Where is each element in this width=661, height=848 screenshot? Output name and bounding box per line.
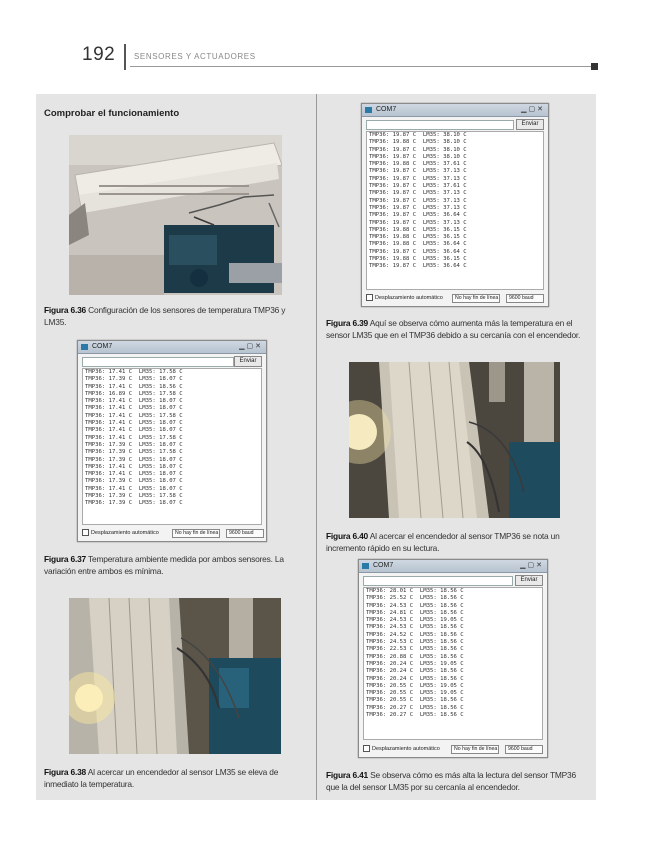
figure-6-40-photo bbox=[349, 362, 560, 518]
figure-6-38-photo bbox=[69, 598, 281, 754]
header-rule bbox=[130, 66, 596, 67]
column-divider bbox=[316, 94, 317, 800]
serial-line: TMP36: 19.88 C LM35: 38.10 C bbox=[369, 139, 467, 146]
autoscroll-label: Desplazamiento automático bbox=[91, 530, 159, 536]
serial-line: TMP36: 28.01 C LM35: 18.56 C bbox=[366, 588, 464, 594]
serial-line: TMP36: 20.27 C LM35: 18.56 C bbox=[366, 704, 464, 711]
figure-6-36-photo bbox=[69, 135, 282, 295]
serial-line: TMP36: 17.41 C LM35: 17.58 C bbox=[85, 434, 183, 441]
serial-line: TMP36: 24.81 C LM35: 18.56 C bbox=[366, 609, 464, 616]
section-title: Comprobar el funcionamiento bbox=[44, 108, 180, 119]
window-controls[interactable]: ▁▢✕ bbox=[521, 106, 545, 113]
serial-line: TMP36: 16.89 C LM35: 17.58 C bbox=[85, 390, 183, 397]
figure-6-39-caption bbox=[326, 318, 588, 341]
serial-line: TMP36: 19.88 C LM35: 36.64 C bbox=[369, 241, 467, 248]
figure-6-41-caption bbox=[326, 770, 588, 793]
serial-line: TMP36: 17.39 C LM35: 17.58 C bbox=[85, 449, 183, 456]
caption-text: Temperatura ambiente medida por ambos sensores. La variación entre ambos es mínima. bbox=[44, 554, 284, 576]
window-title: COM7 bbox=[373, 562, 394, 569]
serial-line: TMP36: 19.88 C LM35: 36.15 C bbox=[369, 256, 467, 263]
figure-6-36-caption bbox=[44, 305, 294, 328]
serial-line: TMP36: 24.53 C LM35: 18.56 C bbox=[366, 639, 464, 646]
line-ending-select[interactable]: No hay fin de línea bbox=[172, 529, 220, 538]
serial-output bbox=[363, 587, 543, 740]
window-title: COM7 bbox=[92, 343, 113, 350]
serial-output bbox=[82, 368, 262, 525]
serial-line: TMP36: 20.27 C LM35: 18.56 C bbox=[366, 712, 464, 719]
serial-line: TMP36: 19.87 C LM35: 38.10 C bbox=[369, 146, 467, 153]
send-button[interactable]: Enviar bbox=[515, 575, 543, 586]
serial-line: TMP36: 19.87 C LM35: 36.64 C bbox=[369, 248, 467, 255]
serial-line: TMP36: 17.39 C LM35: 18.07 C bbox=[85, 500, 183, 507]
serial-line: TMP36: 17.41 C LM35: 18.07 C bbox=[85, 398, 183, 405]
serial-line: TMP36: 17.41 C LM35: 18.07 C bbox=[85, 427, 183, 434]
figure-6-40-caption bbox=[326, 531, 588, 554]
baud-select[interactable]: 9600 baud bbox=[505, 745, 543, 754]
serial-input[interactable] bbox=[366, 120, 514, 130]
serial-line: TMP36: 24.53 C LM35: 18.56 C bbox=[366, 624, 464, 631]
caption-text: Se observa cómo es más alta la lectura del sensor TMP36 que la del sensor LM35 por su cercanía al encendedor. bbox=[326, 770, 576, 792]
serial-line: TMP36: 19.87 C LM35: 37.13 C bbox=[369, 190, 467, 197]
serial-input[interactable] bbox=[82, 357, 234, 367]
figure-label: Figura 6.38 bbox=[44, 767, 87, 777]
header-square bbox=[591, 63, 598, 70]
figure-label: Figura 6.36 bbox=[44, 305, 87, 315]
figure-6-37-caption bbox=[44, 554, 306, 577]
serial-line: TMP36: 19.87 C LM35: 38.10 C bbox=[369, 132, 467, 138]
caption-text: Aquí se observa cómo aumenta más la temperatura en el sensor LM35 que en el TMP36 debido a su cercanía con el encendedor. bbox=[326, 318, 581, 340]
serial-line: TMP36: 19.87 C LM35: 38.10 C bbox=[369, 153, 467, 160]
app-icon bbox=[362, 563, 369, 569]
caption-text: Configuración de los sensores de temperatura TMP36 y LM35. bbox=[44, 305, 286, 327]
send-button[interactable]: Enviar bbox=[234, 356, 262, 367]
serial-monitor-window bbox=[77, 340, 267, 542]
serial-line: TMP36: 19.87 C LM35: 37.13 C bbox=[369, 204, 467, 211]
serial-line: TMP36: 17.41 C LM35: 18.07 C bbox=[85, 405, 183, 412]
serial-line: TMP36: 17.39 C LM35: 18.07 C bbox=[85, 376, 183, 383]
serial-line: TMP36: 24.53 C LM35: 18.56 C bbox=[366, 602, 464, 609]
app-icon bbox=[81, 344, 88, 350]
serial-line: TMP36: 17.41 C LM35: 18.07 C bbox=[85, 463, 183, 470]
serial-line: TMP36: 19.88 C LM35: 36.15 C bbox=[369, 234, 467, 241]
caption-text: Al acercar un encendedor al sensor LM35 se eleva de inmediato la temperatura. bbox=[44, 767, 279, 789]
serial-line: TMP36: 20.55 C LM35: 19.05 C bbox=[366, 690, 464, 697]
serial-line: TMP36: 17.41 C LM35: 17.58 C bbox=[85, 412, 183, 419]
window-controls[interactable]: ▁▢✕ bbox=[520, 562, 544, 569]
window-titlebar bbox=[359, 560, 547, 573]
serial-monitor-window bbox=[358, 559, 548, 758]
serial-line: TMP36: 20.55 C LM35: 19.05 C bbox=[366, 682, 464, 689]
autoscroll-checkbox[interactable] bbox=[363, 745, 370, 752]
serial-line: TMP36: 20.24 C LM35: 18.56 C bbox=[366, 675, 464, 682]
window-controls[interactable]: ▁▢✕ bbox=[239, 343, 263, 350]
serial-line: TMP36: 20.88 C LM35: 18.56 C bbox=[366, 653, 464, 660]
autoscroll-label: Desplazamiento automático bbox=[372, 746, 440, 752]
baud-select[interactable]: 9600 baud bbox=[506, 294, 544, 303]
serial-line: TMP36: 20.24 C LM35: 18.56 C bbox=[366, 668, 464, 675]
app-icon bbox=[365, 107, 372, 113]
serial-line: TMP36: 17.39 C LM35: 18.07 C bbox=[85, 478, 183, 485]
autoscroll-checkbox[interactable] bbox=[82, 529, 89, 536]
serial-line: TMP36: 17.39 C LM35: 18.07 C bbox=[85, 441, 183, 448]
serial-line: TMP36: 20.24 C LM35: 19.05 C bbox=[366, 660, 464, 667]
serial-line: TMP36: 17.41 C LM35: 17.58 C bbox=[85, 369, 183, 375]
serial-line: TMP36: 17.41 C LM35: 18.56 C bbox=[85, 383, 183, 390]
serial-line: TMP36: 19.87 C LM35: 37.13 C bbox=[369, 175, 467, 182]
serial-line: TMP36: 24.53 C LM35: 19.05 C bbox=[366, 617, 464, 624]
page-number: 192 bbox=[82, 44, 116, 65]
figure-label: Figura 6.37 bbox=[44, 554, 87, 564]
autoscroll-label: Desplazamiento automático bbox=[375, 295, 443, 301]
section-running-title: SENSORES Y ACTUADORES bbox=[134, 52, 256, 61]
serial-line: TMP36: 19.88 C LM35: 37.61 C bbox=[369, 161, 467, 168]
serial-line: TMP36: 17.39 C LM35: 17.58 C bbox=[85, 493, 183, 500]
window-titlebar bbox=[78, 341, 266, 354]
figure-label: Figura 6.40 bbox=[326, 531, 369, 541]
send-button[interactable]: Enviar bbox=[516, 119, 544, 130]
serial-line: TMP36: 19.87 C LM35: 37.13 C bbox=[369, 168, 467, 175]
serial-line: TMP36: 25.52 C LM35: 18.56 C bbox=[366, 595, 464, 602]
line-ending-select[interactable]: No hay fin de línea bbox=[452, 294, 500, 303]
serial-line: TMP36: 19.87 C LM35: 37.13 C bbox=[369, 219, 467, 226]
serial-line: TMP36: 17.39 C LM35: 18.07 C bbox=[85, 456, 183, 463]
caption-text: Al acercar el encendedor al sensor TMP36 se nota un incremento rápido en su lectura. bbox=[326, 531, 560, 553]
serial-line: TMP36: 19.87 C LM35: 37.13 C bbox=[369, 197, 467, 204]
serial-line: TMP36: 19.87 C LM35: 37.61 C bbox=[369, 183, 467, 190]
line-ending-select[interactable]: No hay fin de línea bbox=[451, 745, 499, 754]
serial-line: TMP36: 22.53 C LM35: 18.56 C bbox=[366, 646, 464, 653]
serial-line: TMP36: 17.41 C LM35: 18.07 C bbox=[85, 471, 183, 478]
autoscroll-checkbox[interactable] bbox=[366, 294, 373, 301]
figure-label: Figura 6.41 bbox=[326, 770, 369, 780]
serial-line: TMP36: 17.41 C LM35: 18.07 C bbox=[85, 485, 183, 492]
serial-output bbox=[366, 131, 544, 290]
serial-line: TMP36: 17.41 C LM35: 18.07 C bbox=[85, 420, 183, 427]
figure-label: Figura 6.39 bbox=[326, 318, 369, 328]
serial-input[interactable] bbox=[363, 576, 513, 586]
serial-monitor-window bbox=[361, 103, 549, 307]
window-title: COM7 bbox=[376, 106, 397, 113]
baud-select[interactable]: 9600 baud bbox=[226, 529, 264, 538]
figure-6-38-caption bbox=[44, 767, 306, 790]
serial-line: TMP36: 19.87 C LM35: 36.64 C bbox=[369, 212, 467, 219]
serial-line: TMP36: 20.55 C LM35: 18.56 C bbox=[366, 697, 464, 704]
serial-line: TMP36: 19.88 C LM35: 36.15 C bbox=[369, 226, 467, 233]
serial-line: TMP36: 24.52 C LM35: 18.56 C bbox=[366, 631, 464, 638]
serial-line: TMP36: 19.87 C LM35: 36.64 C bbox=[369, 263, 467, 270]
window-titlebar bbox=[362, 104, 548, 117]
header-divider bbox=[124, 44, 126, 70]
